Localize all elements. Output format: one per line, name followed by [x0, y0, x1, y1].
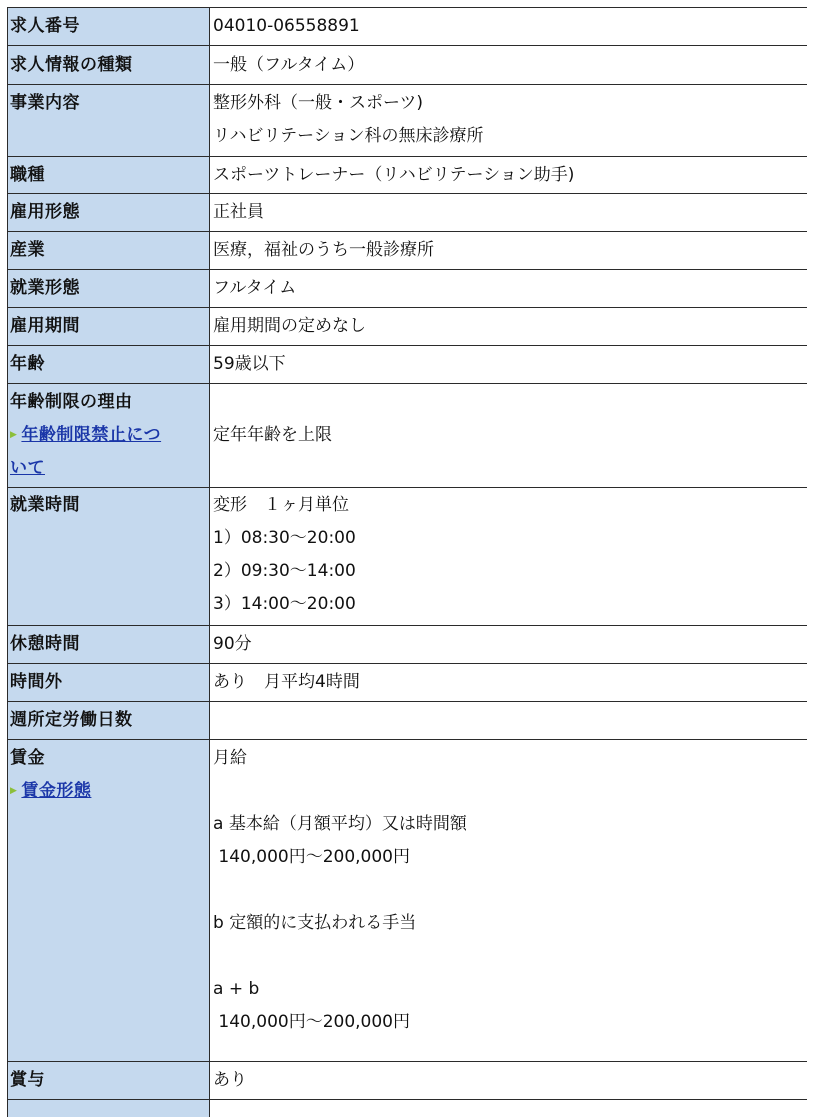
weekly-days-label: 週所定労働日数 — [8, 702, 210, 740]
age-value: 59歳以下 — [210, 346, 808, 384]
row-overtime — [8, 664, 808, 702]
wage-monthly: 月給 — [213, 742, 807, 775]
age-label: 年齢 — [8, 346, 210, 384]
row-job-number — [8, 8, 808, 46]
industry-value: 医療，福祉のうち一般診療所 — [210, 232, 808, 270]
row-occupation — [8, 157, 808, 194]
bonus-value: あり — [210, 1062, 808, 1100]
row-age-reason — [8, 384, 808, 488]
row-business — [8, 85, 808, 157]
wage-ab-value: 140,000円〜200,000円 — [213, 1006, 807, 1039]
business-label: 事業内容 — [8, 85, 210, 157]
job-number-label: 求人番号 — [8, 8, 210, 46]
row-employment-period — [8, 308, 808, 346]
row-break-time — [8, 626, 808, 664]
row-employment-form — [8, 194, 808, 232]
job-type-label: 求人情報の種類 — [8, 46, 210, 85]
wage-b-label: b 定額的に支払われる手当 — [213, 907, 807, 940]
row-age — [8, 346, 808, 384]
arrow-right-icon: ▶ — [10, 775, 17, 808]
industry-label: 産業 — [8, 232, 210, 270]
work-hours-line-4: 3）14:00〜20:00 — [213, 588, 807, 621]
age-limit-ban-link[interactable]: 年齢制限禁止につ — [21, 425, 161, 445]
age-limit-link-line — [10, 419, 209, 452]
job-detail-table — [7, 7, 807, 1117]
weekly-days-value — [210, 702, 808, 740]
employment-period-value: 雇用期間の定めなし — [210, 308, 808, 346]
row-industry — [8, 232, 808, 270]
row-work-style — [8, 270, 808, 308]
overtime-label: 時間外 — [8, 664, 210, 702]
age-reason-value: 定年年齢を上限 — [210, 384, 808, 488]
wage-label-cell — [8, 740, 210, 1062]
wage-a-value: 140,000円〜200,000円 — [213, 841, 807, 874]
employment-period-label: 雇用期間 — [8, 308, 210, 346]
wage-type-link[interactable]: 賃金形態 — [21, 781, 91, 801]
employment-form-label: 雇用形態 — [8, 194, 210, 232]
row-job-type — [8, 46, 808, 85]
arrow-right-icon: ▶ — [10, 419, 17, 452]
bonus-label: 賞与 — [8, 1062, 210, 1100]
age-reason-label-cell — [8, 384, 210, 488]
employment-form-value: 正社員 — [210, 194, 808, 232]
row-wage — [8, 740, 808, 1062]
break-time-value: 90分 — [210, 626, 808, 664]
business-line-1: 整形外科（一般・スポーツ) — [213, 87, 807, 120]
age-limit-link-line-2 — [10, 452, 209, 485]
wage-value — [210, 740, 808, 1062]
work-hours-line-1: 変形 １ヶ月単位 — [213, 489, 807, 522]
wage-label: 賃金 — [10, 742, 209, 775]
wage-ab-label: a + b — [213, 973, 807, 1006]
occupation-value: スポーツトレーナー（リハビリテーション助手) — [210, 157, 808, 194]
work-hours-line-3: 2）09:30〜14:00 — [213, 555, 807, 588]
age-limit-ban-link-cont[interactable]: いて — [10, 458, 45, 478]
overtime-value: あり 月平均4時間 — [210, 664, 808, 702]
business-line-2: リハビリテーション科の無床診療所 — [213, 120, 807, 153]
occupation-label: 職種 — [8, 157, 210, 194]
age-reason-label: 年齢制限の理由 — [10, 386, 209, 419]
work-style-value: フルタイム — [210, 270, 808, 308]
job-type-value: 一般（フルタイム） — [210, 46, 808, 85]
work-style-label: 就業形態 — [8, 270, 210, 308]
row-weekly-days — [8, 702, 808, 740]
wage-a-label: a 基本給（月額平均）又は時間額 — [213, 808, 807, 841]
work-hours-value — [210, 488, 808, 626]
wage-type-link-line — [10, 775, 209, 808]
row-work-hours — [8, 488, 808, 626]
break-time-label: 休憩時間 — [8, 626, 210, 664]
job-number-value: 04010-06558891 — [210, 8, 808, 46]
job-detail-sheet — [7, 7, 807, 1117]
work-hours-label: 就業時間 — [8, 488, 210, 626]
row-bonus — [8, 1062, 808, 1100]
work-hours-line-2: 1）08:30〜20:00 — [213, 522, 807, 555]
row-next — [8, 1100, 808, 1117]
business-value — [210, 85, 808, 157]
